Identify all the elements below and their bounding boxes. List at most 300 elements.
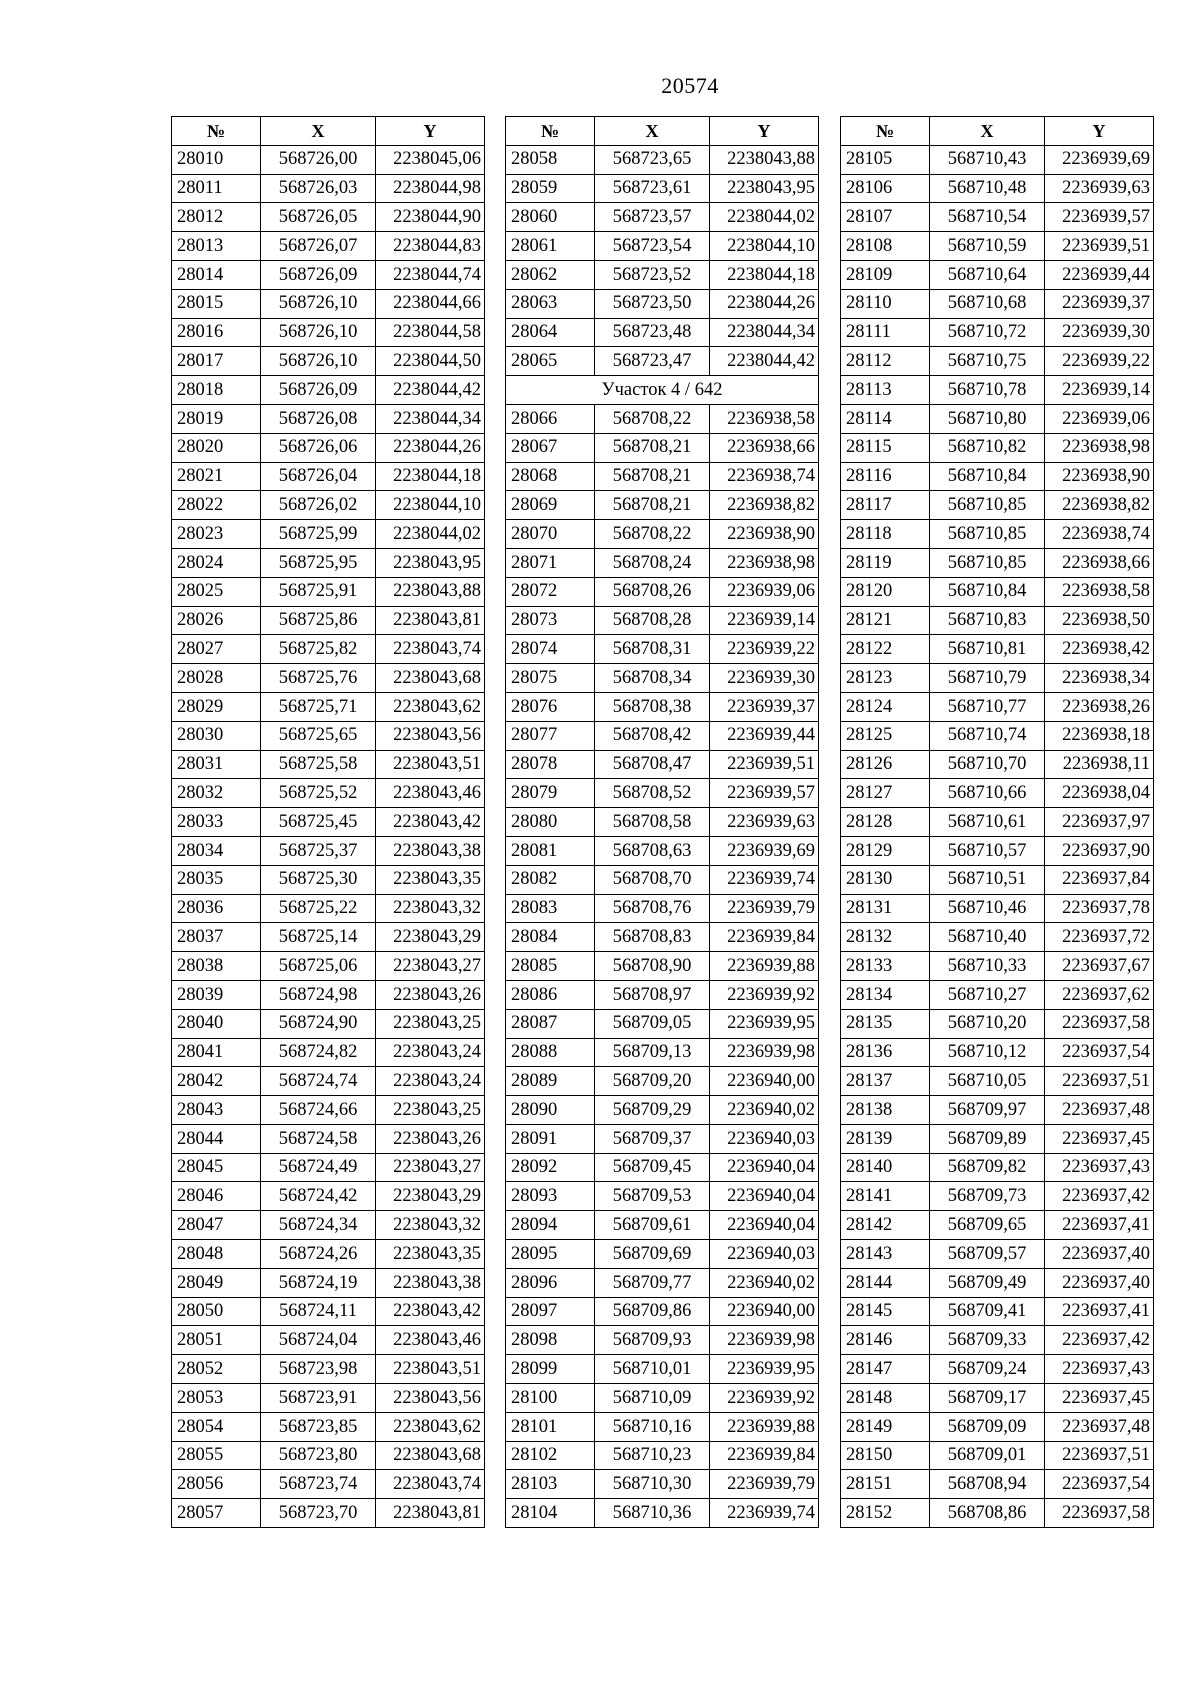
table-row (172, 1441, 485, 1470)
table-row (841, 721, 1154, 750)
point-number-cell: 28123 (841, 664, 930, 693)
point-number-cell: 28098 (506, 1326, 595, 1355)
x-coordinate-cell: 568708,22 (595, 520, 710, 549)
point-number-cell: 28119 (841, 548, 930, 577)
point-number-cell: 28021 (172, 462, 261, 491)
table-row (506, 1297, 819, 1326)
x-coordinate-cell: 568709,93 (595, 1326, 710, 1355)
point-number-cell: 28133 (841, 952, 930, 981)
table-row (506, 462, 819, 491)
point-number-cell: 28075 (506, 664, 595, 693)
table-row (172, 1211, 485, 1240)
x-coordinate-cell: 568725,95 (261, 548, 376, 577)
x-coordinate-cell: 568710,33 (930, 952, 1045, 981)
table-row (841, 664, 1154, 693)
header-number: № (172, 117, 261, 146)
table-row (172, 174, 485, 203)
y-coordinate-cell: 2236937,48 (1045, 1096, 1154, 1125)
point-number-cell: 28086 (506, 980, 595, 1009)
y-coordinate-cell: 2238043,38 (376, 836, 485, 865)
point-number-cell: 28126 (841, 750, 930, 779)
table-row (841, 865, 1154, 894)
x-coordinate-cell: 568725,71 (261, 692, 376, 721)
y-coordinate-cell: 2236940,00 (710, 1067, 819, 1096)
y-coordinate-cell: 2238044,18 (710, 260, 819, 289)
point-number-cell: 28027 (172, 635, 261, 664)
x-coordinate-cell: 568709,57 (930, 1240, 1045, 1269)
table-row (841, 980, 1154, 1009)
y-coordinate-cell: 2236937,48 (1045, 1412, 1154, 1441)
point-number-cell: 28116 (841, 462, 930, 491)
x-coordinate-cell: 568726,07 (261, 232, 376, 261)
point-number-cell: 28137 (841, 1067, 930, 1096)
x-coordinate-cell: 568710,79 (930, 664, 1045, 693)
y-coordinate-cell: 2236939,79 (710, 894, 819, 923)
point-number-cell: 28093 (506, 1182, 595, 1211)
coordinates-table-3 (840, 116, 1154, 1528)
point-number-cell: 28072 (506, 577, 595, 606)
y-coordinate-cell: 2236938,98 (710, 548, 819, 577)
point-number-cell: 28080 (506, 808, 595, 837)
header-y: Y (1045, 117, 1154, 146)
y-coordinate-cell: 2236939,14 (710, 606, 819, 635)
point-number-cell: 28121 (841, 606, 930, 635)
header-y: Y (710, 117, 819, 146)
point-number-cell: 28038 (172, 952, 261, 981)
table-row (172, 721, 485, 750)
point-number-cell: 28050 (172, 1297, 261, 1326)
x-coordinate-cell: 568708,22 (595, 404, 710, 433)
point-number-cell: 28102 (506, 1441, 595, 1470)
y-coordinate-cell: 2236939,22 (710, 635, 819, 664)
y-coordinate-cell: 2238044,34 (376, 404, 485, 433)
table-row (506, 836, 819, 865)
y-coordinate-cell: 2236937,97 (1045, 808, 1154, 837)
table-row (506, 1268, 819, 1297)
x-coordinate-cell: 568723,91 (261, 1384, 376, 1413)
table-row (841, 491, 1154, 520)
x-coordinate-cell: 568710,77 (930, 692, 1045, 721)
table-row (506, 721, 819, 750)
point-number-cell: 28041 (172, 1038, 261, 1067)
x-coordinate-cell: 568709,45 (595, 1153, 710, 1182)
y-coordinate-cell: 2238045,06 (376, 145, 485, 174)
table-row (841, 1240, 1154, 1269)
x-coordinate-cell: 568710,78 (930, 376, 1045, 405)
y-coordinate-cell: 2238043,46 (376, 779, 485, 808)
y-coordinate-cell: 2236938,66 (710, 433, 819, 462)
table-row (841, 1441, 1154, 1470)
y-coordinate-cell: 2238044,34 (710, 318, 819, 347)
x-coordinate-cell: 568708,21 (595, 462, 710, 491)
x-coordinate-cell: 568726,10 (261, 318, 376, 347)
point-number-cell: 28104 (506, 1499, 595, 1528)
x-coordinate-cell: 568725,45 (261, 808, 376, 837)
table-row (506, 808, 819, 837)
table-row (506, 347, 819, 376)
point-number-cell: 28143 (841, 1240, 930, 1269)
table-row (841, 779, 1154, 808)
x-coordinate-cell: 568723,50 (595, 289, 710, 318)
y-coordinate-cell: 2236939,84 (710, 923, 819, 952)
x-coordinate-cell: 568725,99 (261, 520, 376, 549)
point-number-cell: 28145 (841, 1297, 930, 1326)
y-coordinate-cell: 2238043,35 (376, 865, 485, 894)
table-row (172, 606, 485, 635)
y-coordinate-cell: 2236939,57 (1045, 203, 1154, 232)
table-row (172, 1240, 485, 1269)
table-row (172, 894, 485, 923)
x-coordinate-cell: 568723,52 (595, 260, 710, 289)
x-coordinate-cell: 568724,11 (261, 1297, 376, 1326)
point-number-cell: 28129 (841, 836, 930, 865)
x-coordinate-cell: 568709,29 (595, 1096, 710, 1125)
point-number-cell: 28056 (172, 1470, 261, 1499)
y-coordinate-cell: 2236939,14 (1045, 376, 1154, 405)
x-coordinate-cell: 568708,26 (595, 577, 710, 606)
y-coordinate-cell: 2236937,58 (1045, 1499, 1154, 1528)
x-coordinate-cell: 568710,01 (595, 1355, 710, 1384)
table-row (506, 318, 819, 347)
point-number-cell: 28069 (506, 491, 595, 520)
table-row (172, 1355, 485, 1384)
table-row (172, 520, 485, 549)
y-coordinate-cell: 2238044,10 (376, 491, 485, 520)
table-row (172, 1182, 485, 1211)
point-number-cell: 28049 (172, 1268, 261, 1297)
table-row (172, 1067, 485, 1096)
point-number-cell: 28078 (506, 750, 595, 779)
y-coordinate-cell: 2238043,32 (376, 894, 485, 923)
x-coordinate-cell: 568710,36 (595, 1499, 710, 1528)
y-coordinate-cell: 2238044,10 (710, 232, 819, 261)
point-number-cell: 28018 (172, 376, 261, 405)
y-coordinate-cell: 2236939,51 (1045, 232, 1154, 261)
table-row (172, 923, 485, 952)
x-coordinate-cell: 568709,82 (930, 1153, 1045, 1182)
table-row (506, 1124, 819, 1153)
table-row (172, 491, 485, 520)
point-number-cell: 28118 (841, 520, 930, 549)
x-coordinate-cell: 568709,97 (930, 1096, 1045, 1125)
section-row (506, 376, 819, 405)
y-coordinate-cell: 2236939,51 (710, 750, 819, 779)
x-coordinate-cell: 568710,85 (930, 548, 1045, 577)
y-coordinate-cell: 2236939,95 (710, 1009, 819, 1038)
point-number-cell: 28057 (172, 1499, 261, 1528)
table-row (172, 779, 485, 808)
table-row (172, 232, 485, 261)
x-coordinate-cell: 568708,70 (595, 865, 710, 894)
y-coordinate-cell: 2238043,95 (376, 548, 485, 577)
point-number-cell: 28115 (841, 433, 930, 462)
y-coordinate-cell: 2238043,27 (376, 1153, 485, 1182)
y-coordinate-cell: 2238044,90 (376, 203, 485, 232)
table-row (172, 577, 485, 606)
x-coordinate-cell: 568708,94 (930, 1470, 1045, 1499)
y-coordinate-cell: 2236940,04 (710, 1211, 819, 1240)
table-row (506, 1499, 819, 1528)
x-coordinate-cell: 568726,09 (261, 260, 376, 289)
table-row (506, 664, 819, 693)
x-coordinate-cell: 568724,66 (261, 1096, 376, 1125)
y-coordinate-cell: 2238043,29 (376, 1182, 485, 1211)
y-coordinate-cell: 2238043,42 (376, 808, 485, 837)
x-coordinate-cell: 568708,38 (595, 692, 710, 721)
point-number-cell: 28101 (506, 1412, 595, 1441)
y-coordinate-cell: 2238043,68 (376, 664, 485, 693)
table-row (841, 952, 1154, 981)
point-number-cell: 28014 (172, 260, 261, 289)
table-row (506, 1240, 819, 1269)
y-coordinate-cell: 2236938,58 (710, 404, 819, 433)
x-coordinate-cell: 568724,90 (261, 1009, 376, 1038)
x-coordinate-cell: 568709,24 (930, 1355, 1045, 1384)
table-row (172, 1153, 485, 1182)
table-row (506, 980, 819, 1009)
point-number-cell: 28031 (172, 750, 261, 779)
table-row (506, 404, 819, 433)
y-coordinate-cell: 2238043,26 (376, 980, 485, 1009)
point-number-cell: 28015 (172, 289, 261, 318)
x-coordinate-cell: 568724,82 (261, 1038, 376, 1067)
point-number-cell: 28055 (172, 1441, 261, 1470)
y-coordinate-cell: 2236939,06 (710, 577, 819, 606)
y-coordinate-cell: 2236937,62 (1045, 980, 1154, 1009)
x-coordinate-cell: 568710,20 (930, 1009, 1045, 1038)
x-coordinate-cell: 568726,10 (261, 289, 376, 318)
point-number-cell: 28152 (841, 1499, 930, 1528)
y-coordinate-cell: 2236937,40 (1045, 1240, 1154, 1269)
y-coordinate-cell: 2236939,79 (710, 1470, 819, 1499)
point-number-cell: 28091 (506, 1124, 595, 1153)
x-coordinate-cell: 568709,41 (930, 1297, 1045, 1326)
y-coordinate-cell: 2236939,88 (710, 952, 819, 981)
table-row (506, 433, 819, 462)
y-coordinate-cell: 2238044,58 (376, 318, 485, 347)
table-row (172, 1412, 485, 1441)
table-row (841, 520, 1154, 549)
y-coordinate-cell: 2238043,32 (376, 1211, 485, 1240)
table-row (506, 1067, 819, 1096)
y-coordinate-cell: 2236939,22 (1045, 347, 1154, 376)
table-row (172, 289, 485, 318)
table-row (506, 289, 819, 318)
y-coordinate-cell: 2236937,51 (1045, 1067, 1154, 1096)
table-row (841, 347, 1154, 376)
point-number-cell: 28064 (506, 318, 595, 347)
point-number-cell: 28103 (506, 1470, 595, 1499)
point-number-cell: 28077 (506, 721, 595, 750)
point-number-cell: 28081 (506, 836, 595, 865)
table-row (841, 750, 1154, 779)
header-y: Y (376, 117, 485, 146)
x-coordinate-cell: 568710,81 (930, 635, 1045, 664)
point-number-cell: 28124 (841, 692, 930, 721)
x-coordinate-cell: 568710,70 (930, 750, 1045, 779)
x-coordinate-cell: 568709,77 (595, 1268, 710, 1297)
x-coordinate-cell: 568708,97 (595, 980, 710, 1009)
table-row (172, 203, 485, 232)
point-number-cell: 28044 (172, 1124, 261, 1153)
x-coordinate-cell: 568724,49 (261, 1153, 376, 1182)
x-coordinate-cell: 568709,49 (930, 1268, 1045, 1297)
table-row (172, 1038, 485, 1067)
point-number-cell: 28012 (172, 203, 261, 232)
table-row (841, 1038, 1154, 1067)
point-number-cell: 28125 (841, 721, 930, 750)
point-number-cell: 28082 (506, 865, 595, 894)
x-coordinate-cell: 568709,37 (595, 1124, 710, 1153)
point-number-cell: 28092 (506, 1153, 595, 1182)
table-row (506, 1009, 819, 1038)
y-coordinate-cell: 2236939,98 (710, 1038, 819, 1067)
y-coordinate-cell: 2236938,98 (1045, 433, 1154, 462)
point-number-cell: 28073 (506, 606, 595, 635)
x-coordinate-cell: 568709,53 (595, 1182, 710, 1211)
y-coordinate-cell: 2238043,46 (376, 1326, 485, 1355)
y-coordinate-cell: 2238044,66 (376, 289, 485, 318)
x-coordinate-cell: 568708,34 (595, 664, 710, 693)
table-row (172, 808, 485, 837)
point-number-cell: 28039 (172, 980, 261, 1009)
table-row (506, 1384, 819, 1413)
y-coordinate-cell: 2236938,82 (1045, 491, 1154, 520)
x-coordinate-cell: 568726,08 (261, 404, 376, 433)
y-coordinate-cell: 2236939,30 (710, 664, 819, 693)
point-number-cell: 28058 (506, 145, 595, 174)
table-row (841, 1499, 1154, 1528)
x-coordinate-cell: 568709,86 (595, 1297, 710, 1326)
point-number-cell: 28114 (841, 404, 930, 433)
y-coordinate-cell: 2236939,88 (710, 1412, 819, 1441)
y-coordinate-cell: 2238043,81 (376, 1499, 485, 1528)
y-coordinate-cell: 2236937,67 (1045, 952, 1154, 981)
y-coordinate-cell: 2236938,50 (1045, 606, 1154, 635)
section-label: Участок 4 / 642 (506, 376, 819, 405)
point-number-cell: 28054 (172, 1412, 261, 1441)
y-coordinate-cell: 2236939,63 (710, 808, 819, 837)
y-coordinate-cell: 2238043,62 (376, 692, 485, 721)
y-coordinate-cell: 2236940,02 (710, 1268, 819, 1297)
y-coordinate-cell: 2236939,57 (710, 779, 819, 808)
y-coordinate-cell: 2238043,24 (376, 1067, 485, 1096)
x-coordinate-cell: 568723,98 (261, 1355, 376, 1384)
y-coordinate-cell: 2236939,69 (1045, 145, 1154, 174)
y-coordinate-cell: 2238043,51 (376, 1355, 485, 1384)
table-row (172, 260, 485, 289)
y-coordinate-cell: 2236937,58 (1045, 1009, 1154, 1038)
x-coordinate-cell: 568723,47 (595, 347, 710, 376)
table-row (841, 1153, 1154, 1182)
table-row (841, 1412, 1154, 1441)
point-number-cell: 28010 (172, 145, 261, 174)
y-coordinate-cell: 2238044,26 (710, 289, 819, 318)
x-coordinate-cell: 568710,09 (595, 1384, 710, 1413)
table-row (506, 1038, 819, 1067)
y-coordinate-cell: 2238043,42 (376, 1297, 485, 1326)
y-coordinate-cell: 2238043,38 (376, 1268, 485, 1297)
y-coordinate-cell: 2238043,68 (376, 1441, 485, 1470)
table-row (841, 808, 1154, 837)
point-number-cell: 28071 (506, 548, 595, 577)
table-row (172, 1268, 485, 1297)
table-row (841, 1096, 1154, 1125)
y-coordinate-cell: 2238043,74 (376, 1470, 485, 1499)
point-number-cell: 28046 (172, 1182, 261, 1211)
coordinates-table-2 (505, 116, 819, 1528)
x-coordinate-cell: 568708,31 (595, 635, 710, 664)
point-number-cell: 28063 (506, 289, 595, 318)
point-number-cell: 28147 (841, 1355, 930, 1384)
table-row (841, 1268, 1154, 1297)
table-row (172, 692, 485, 721)
y-coordinate-cell: 2236938,18 (1045, 721, 1154, 750)
y-coordinate-cell: 2236940,00 (710, 1297, 819, 1326)
table-row (506, 1412, 819, 1441)
table-row (841, 174, 1154, 203)
y-coordinate-cell: 2236939,95 (710, 1355, 819, 1384)
table-row (506, 260, 819, 289)
y-coordinate-cell: 2238043,88 (376, 577, 485, 606)
point-number-cell: 28053 (172, 1384, 261, 1413)
point-number-cell: 28144 (841, 1268, 930, 1297)
y-coordinate-cell: 2238043,25 (376, 1096, 485, 1125)
point-number-cell: 28025 (172, 577, 261, 606)
y-coordinate-cell: 2238043,74 (376, 635, 485, 664)
table-row (506, 606, 819, 635)
table-header-row (172, 117, 485, 146)
table-row (172, 865, 485, 894)
point-number-cell: 28094 (506, 1211, 595, 1240)
x-coordinate-cell: 568710,59 (930, 232, 1045, 261)
x-coordinate-cell: 568710,75 (930, 347, 1045, 376)
y-coordinate-cell: 2236937,90 (1045, 836, 1154, 865)
y-coordinate-cell: 2236940,02 (710, 1096, 819, 1125)
table-row (172, 376, 485, 405)
x-coordinate-cell: 568708,63 (595, 836, 710, 865)
table-row (841, 203, 1154, 232)
point-number-cell: 28107 (841, 203, 930, 232)
x-coordinate-cell: 568725,86 (261, 606, 376, 635)
point-number-cell: 28089 (506, 1067, 595, 1096)
y-coordinate-cell: 2236937,41 (1045, 1211, 1154, 1240)
x-coordinate-cell: 568710,16 (595, 1412, 710, 1441)
y-coordinate-cell: 2236938,74 (1045, 520, 1154, 549)
table-row (506, 923, 819, 952)
x-coordinate-cell: 568724,58 (261, 1124, 376, 1153)
table-row (506, 520, 819, 549)
x-coordinate-cell: 568723,70 (261, 1499, 376, 1528)
point-number-cell: 28070 (506, 520, 595, 549)
point-number-cell: 28127 (841, 779, 930, 808)
table-row (506, 203, 819, 232)
point-number-cell: 28095 (506, 1240, 595, 1269)
point-number-cell: 28060 (506, 203, 595, 232)
table-row (172, 1326, 485, 1355)
x-coordinate-cell: 568726,10 (261, 347, 376, 376)
x-coordinate-cell: 568709,65 (930, 1211, 1045, 1240)
x-coordinate-cell: 568709,69 (595, 1240, 710, 1269)
point-number-cell: 28061 (506, 232, 595, 261)
x-coordinate-cell: 568710,66 (930, 779, 1045, 808)
x-coordinate-cell: 568708,24 (595, 548, 710, 577)
point-number-cell: 28047 (172, 1211, 261, 1240)
table-row (841, 836, 1154, 865)
table-row (506, 145, 819, 174)
point-number-cell: 28023 (172, 520, 261, 549)
x-coordinate-cell: 568709,73 (930, 1182, 1045, 1211)
